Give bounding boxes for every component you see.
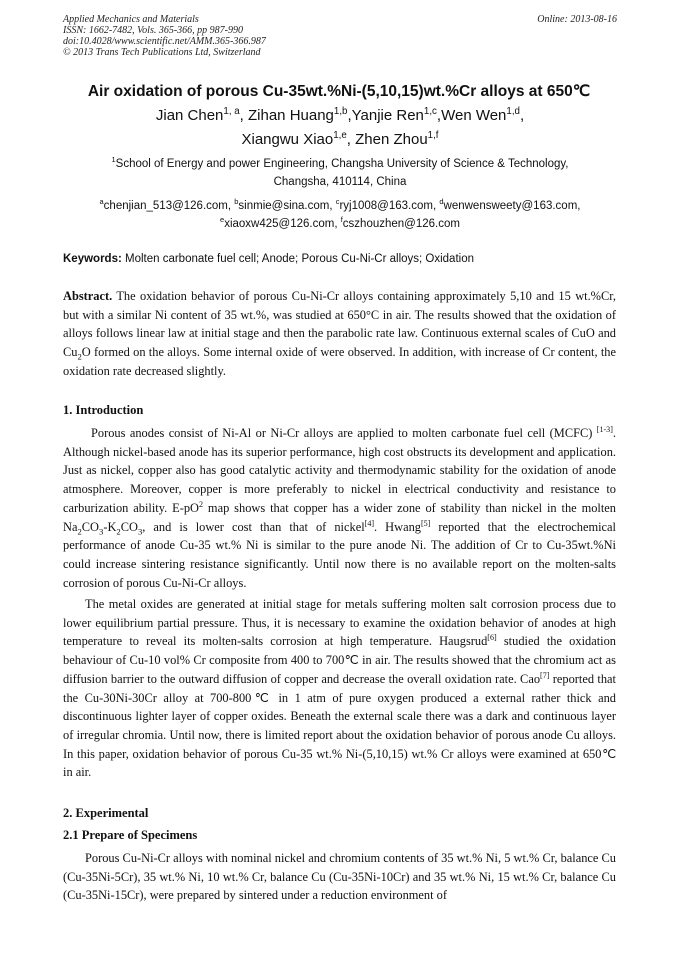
author-affil-mark: 1,b [333, 106, 348, 117]
subscript: 3 [137, 525, 143, 536]
citation-ref[interactable]: [5] [420, 518, 431, 528]
journal-header [63, 14, 617, 58]
email-link[interactable]: cszhouzhen@126.com [342, 218, 460, 230]
affil-line: Changsha, 410114, China [273, 176, 407, 188]
affil-mark: 1 [111, 155, 116, 165]
author-affil-mark: 1,e [333, 130, 347, 141]
author-name: , Zhen Zhou [346, 131, 428, 148]
keywords-text: Molten carbonate fuel cell; Anode; Porous Cu-Ni-Cr alloys; Oxidation [121, 253, 474, 265]
abstract-text: The oxidation behavior of porous Cu-Ni-Cr alloys containing approximately 5,10 and 15 wt.%Cr, but with a similar Ni content of 35 wt.%, was studied at 650°C in air. The results showed that the oxidation of alloys follows linear law at initial stage and then the parabolic rate law. Continuous external scales of CuO and Cu [63, 289, 616, 360]
author-name: Xiangwu Xiao [241, 131, 334, 148]
email-mark: d [439, 197, 444, 207]
body-text: reported that the Cu-30Ni-30Cr alloy at 700-800℃ in 1 atm of pure oxygen produced a external rather thick and discontinuous lighter layer of copper oxides. Beneath the external scale there was a dark and continuous layer of irregular chromia. Until now, there is limited report about the oxidation behavior of porous anode Cu alloys. In this paper, oxidation behavior of porous Cu-35 wt.% Ni-(5,10,15) wt.% Cr alloys were examined at 650℃ in air. [63, 671, 616, 780]
subsection-heading: 2.1 Prepare of Specimens [63, 828, 198, 842]
email-mark: a [99, 197, 104, 207]
author-affil-mark: 1,f [427, 130, 439, 141]
email-link[interactable]: chenjian_513@126.com, [103, 200, 235, 212]
body-text: -K [103, 519, 117, 534]
body-text: map shows that copper has a wider zone of stability than nickel in the molten Na [63, 500, 616, 534]
body-text: Porous Cu-Ni-Cr alloys with nominal nickel and chromium contents of 35 wt.% Ni, 5 wt.% Cr, balance Cu (Cu-35Ni-5Cr), 35 wt.% Ni, 10 wt.% Cr, balance Cu (Cu-35Ni-10Cr) and 35 wt.% Ni, 15 wt.% Cr, balance Cu (Cu-35Ni-15Cr), were prepared by sintered under a reduction environment of [63, 851, 616, 903]
intro-paragraph-2 [63, 595, 616, 782]
abstract-label: Abstract. [63, 289, 113, 303]
abstract [63, 287, 616, 381]
citation-ref[interactable]: [6] [487, 633, 497, 643]
body-text: CO [120, 519, 138, 534]
author-affil-mark: 1, a [223, 106, 240, 117]
body-text: reported that the electrochemical performance of anode Cu-35 wt.% Ni is similar to the pure anode Ni. The addition of Cr to Cu-35wt.%Ni could increase sintering resistance significantly. Until now there is no available report on the molten-salts corrosion of porous Cu-Ni-Cr alloys. [63, 519, 616, 590]
author-list [63, 104, 617, 152]
citation-ref[interactable]: [4] [364, 518, 375, 528]
email-mark: c [335, 197, 340, 207]
intro-paragraph-1 [63, 424, 616, 592]
body-text: . Although nickel-based anode has its superior performance, high cost obstructs its development and application. Just as nickel, copper also has good catalytic activity and thermodynamic stability for the oxidation of anode atmosphere. Moreover, copper is more preferably to nickel in electrical conductivity and resistance to carburization ability. E-pO [63, 426, 616, 515]
subscript: 2 [77, 351, 82, 362]
subscript: 2 [77, 525, 82, 536]
keywords-label: Keywords: [63, 253, 122, 265]
email-link[interactable]: sinmie@sina.com, [238, 200, 336, 212]
keywords [63, 253, 617, 265]
body-text: CO [81, 519, 99, 534]
body-text: . Hwang [374, 519, 421, 534]
author-affil-mark: 1,d [506, 106, 520, 117]
affil-line: School of Energy and power Engineering, Changsha University of Science & Technology, [115, 158, 569, 170]
author-name: ,Wen Wen [436, 107, 507, 124]
online-date: Online: 2013-08-16 [537, 14, 617, 25]
author-name: Jian Chen [155, 107, 224, 124]
email-mark: b [234, 197, 239, 207]
citation-ref[interactable]: [7] [540, 670, 550, 680]
author-separator: , [519, 107, 525, 124]
superscript: 2 [198, 499, 204, 509]
abstract-text: O formed on the alloys. Some internal oxide of were observed. In addition, with increase of Cr content, the oxidation rate decreased slightly. [63, 345, 616, 378]
subscript: 3 [99, 525, 104, 536]
doi-line: doi:10.4028/www.scientific.net/AMM.365-366.987 [63, 36, 266, 47]
subscript: 2 [116, 525, 121, 536]
email-mark: f [340, 215, 343, 225]
experimental-paragraph-1 [63, 849, 616, 905]
email-mark: e [220, 215, 225, 225]
body-text: , and is lower cost than that of nickel [142, 519, 365, 534]
email-list [63, 197, 617, 233]
affiliation [63, 155, 617, 191]
journal-name: Applied Mechanics and Materials [63, 14, 199, 25]
email-link[interactable]: ryj1008@163.com, [339, 200, 440, 212]
citation-ref[interactable]: [1-3] [596, 424, 613, 434]
section-heading: 2. Experimental [63, 806, 149, 820]
body-text: The metal oxides are generated at initial stage for metals suffering molten salt corrosion process due to lower equilibrium partial pressure. Thus, it is necessary to examine the oxidation behavior of anodes at high temperature to reveal its molten-salts corrosion at high temperature. Haugsrud [63, 597, 616, 649]
body-text: Porous anodes consist of Ni-Al or Ni-Cr alloys are applied to molten carbonate fuel cell (MCFC) [91, 426, 597, 440]
email-link[interactable]: wenwensweety@163.com, [443, 200, 581, 212]
author-name: ,Yanjie Ren [347, 107, 424, 124]
issn-line: ISSN: 1662-7482, Vols. 365-366, pp 987-990 [63, 25, 243, 36]
body-text: studied the oxidation behaviour of Cu-10 vol% Cr composite from 400 to 700℃ in air. The results showed that the chromium act as diffusion barrier to the outward diffusion of copper and decrease the overall oxidation rate. Cao [63, 634, 616, 686]
section-heading: 1. Introduction [63, 403, 144, 417]
paper-title: Air oxidation of porous Cu-35wt.%Ni-(5,10,15)wt.%Cr alloys at 650℃ [87, 83, 591, 100]
email-link[interactable]: xiaoxw425@126.com, [224, 218, 341, 230]
copyright-line: © 2013 Trans Tech Publications Ltd, Switzerland [63, 47, 261, 58]
author-name: , Zihan Huang [239, 107, 334, 124]
author-affil-mark: 1,c [423, 106, 437, 117]
